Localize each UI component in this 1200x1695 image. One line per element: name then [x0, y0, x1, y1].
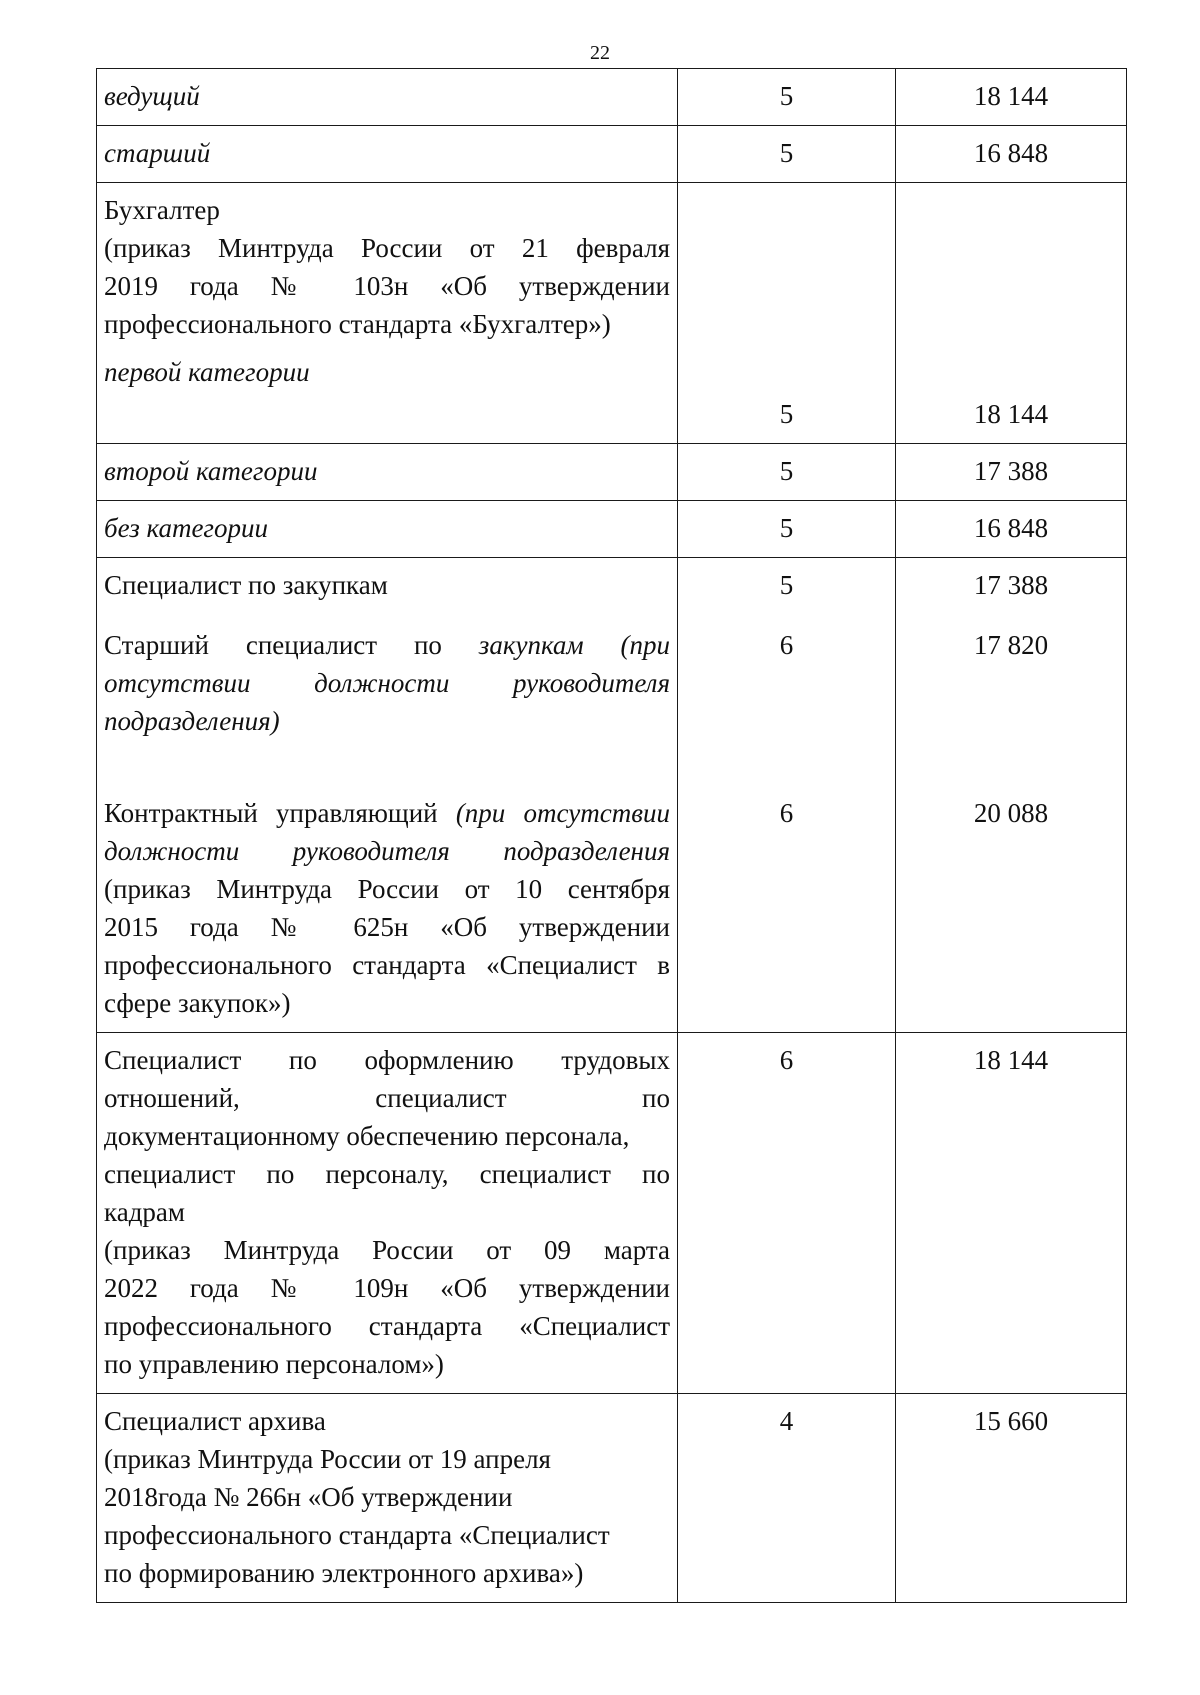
salary-cell	[896, 558, 1127, 1033]
table-row	[97, 126, 1127, 183]
salary-value: 17 820	[973, 630, 1049, 660]
table-row	[97, 1033, 1127, 1394]
position-label: ведущий	[104, 81, 200, 111]
position-title: Специалист по закупкам	[104, 570, 388, 600]
position-text: Контрактный управляющий	[104, 798, 438, 828]
order-reference-line: 2022 года № 109н «Об утверждении	[104, 1273, 670, 1303]
level-cell: 5	[678, 126, 896, 183]
table-row	[97, 558, 1127, 1033]
position-cell	[97, 69, 678, 126]
order-reference-line: 2019 года № 103н «Об утверждении	[104, 271, 670, 301]
table-row	[97, 444, 1127, 501]
position-note: отсутствии должности руководителя	[104, 668, 670, 698]
salary-table	[96, 68, 1127, 1603]
position-subcategory: первой категории	[104, 357, 310, 387]
position-cell: без категории	[97, 501, 678, 558]
table-row	[97, 183, 1127, 444]
salary-cell: 15 660	[896, 1394, 1127, 1603]
salary-cell: 17 388	[896, 444, 1127, 501]
position-cell: второй категории	[97, 444, 678, 501]
position-title: кадрам	[104, 1197, 185, 1227]
order-reference-line: сфере закупок»)	[104, 988, 291, 1018]
level-value: 5	[779, 399, 794, 429]
position-title: Специалист архива	[104, 1406, 326, 1436]
salary-cell: 18 144	[896, 1033, 1127, 1394]
salary-value: 20 088	[973, 798, 1049, 828]
table-row	[97, 69, 1127, 126]
level-cell: 5	[678, 501, 896, 558]
order-reference-line: (приказ Минтруда России от 21 февраля	[104, 233, 670, 263]
salary-value: 18 144	[973, 399, 1049, 429]
salary-cell: 16 848	[896, 501, 1127, 558]
order-reference-line: (приказ Минтруда России от 19 апреля	[104, 1444, 551, 1474]
position-title	[104, 626, 670, 664]
level-cell	[678, 183, 896, 444]
position-cell	[97, 126, 678, 183]
position-cell	[97, 558, 678, 1033]
order-reference-line: (приказ Минтруда России от 09 марта	[104, 1235, 670, 1265]
level-cell: 4	[678, 1394, 896, 1603]
level-cell: 5	[678, 69, 896, 126]
position-text: Старший специалист по	[104, 630, 442, 660]
position-title	[104, 794, 670, 832]
level-value: 6	[779, 630, 794, 660]
order-reference-line: профессионального стандарта «Специалист	[104, 1311, 670, 1341]
position-title: Специалист по оформлению трудовых	[104, 1045, 670, 1075]
position-note: подразделения)	[104, 706, 280, 736]
order-reference-line: по формированию электронного архива»)	[104, 1558, 584, 1588]
order-reference-line: профессионального стандарта «Бухгалтер»)	[104, 309, 611, 339]
position-title: Бухгалтер	[104, 195, 220, 225]
table-row	[97, 1394, 1127, 1603]
level-cell	[678, 558, 896, 1033]
level-cell: 5	[678, 444, 896, 501]
order-reference-line: 2018года № 266н «Об утверждении	[104, 1482, 513, 1512]
position-note: (при отсутствии	[455, 798, 670, 828]
salary-cell	[896, 183, 1127, 444]
order-reference-line: (приказ Минтруда России от 10 сентября	[104, 874, 670, 904]
position-title: документационному обеспечению персонала,	[104, 1121, 630, 1151]
position-note: закупкам (при	[478, 630, 671, 660]
order-reference-line: профессионального стандарта «Специалист в	[104, 950, 670, 980]
salary-value: 17 388	[973, 570, 1049, 600]
position-cell	[97, 183, 678, 444]
position-label: старший	[104, 138, 211, 168]
salary-cell: 16 848	[896, 126, 1127, 183]
position-title: специалист по персоналу, специалист по	[104, 1159, 670, 1189]
salary-cell: 18 144	[896, 69, 1127, 126]
order-reference-line: 2015 года № 625н «Об утверждении	[104, 912, 670, 942]
position-note: должности руководителя подразделения	[104, 836, 670, 866]
level-cell: 6	[678, 1033, 896, 1394]
position-cell	[97, 1033, 678, 1394]
position-title: отношений, специалист по	[104, 1083, 670, 1113]
order-reference-line: по управлению персоналом»)	[104, 1349, 444, 1379]
position-cell	[97, 1394, 678, 1603]
level-value: 5	[779, 570, 794, 600]
level-value: 6	[779, 798, 794, 828]
order-reference-line: профессионального стандарта «Специалист	[104, 1520, 610, 1550]
page-number: 22	[590, 42, 610, 64]
table-row	[97, 501, 1127, 558]
